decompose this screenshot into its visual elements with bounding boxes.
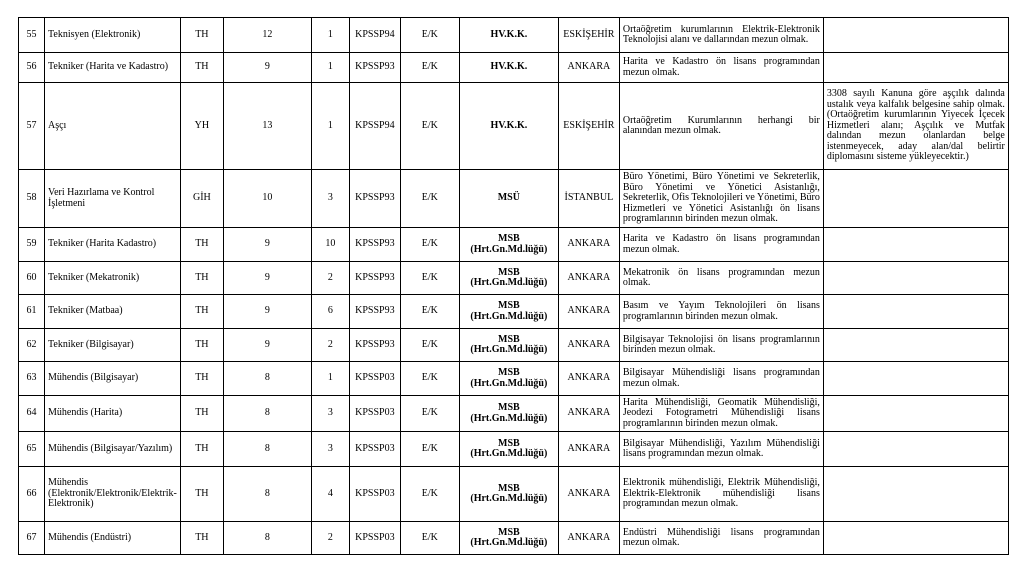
grade-cell: 10	[223, 170, 311, 228]
row-number-cell: 56	[19, 53, 45, 83]
table-row	[19, 83, 1009, 170]
position-count-cell: 3	[311, 396, 349, 432]
unit-cell: MSB (Hrt.Gn.Md.lüğü)	[459, 522, 558, 555]
qualification-cell: Bilgisayar Mühendisliği lisans programından mezun olmak.	[619, 362, 823, 396]
unit-cell: MSB (Hrt.Gn.Md.lüğü)	[459, 329, 558, 362]
row-number-cell: 59	[19, 228, 45, 262]
row-number-cell: 64	[19, 396, 45, 432]
table-row	[19, 170, 1009, 228]
grade-cell: 9	[223, 228, 311, 262]
city-cell: İSTANBUL	[558, 170, 619, 228]
class-group-cell: TH	[180, 228, 223, 262]
gender-cell: E/K	[400, 295, 459, 329]
position-title-cell: Tekniker (Harita Kadastro)	[45, 228, 181, 262]
table-row	[19, 262, 1009, 295]
city-cell: ANKARA	[558, 362, 619, 396]
position-title-cell: Tekniker (Harita ve Kadastro)	[45, 53, 181, 83]
city-cell: ANKARA	[558, 432, 619, 467]
position-count-cell: 1	[311, 362, 349, 396]
class-group-cell: TH	[180, 522, 223, 555]
position-count-cell: 1	[311, 18, 349, 53]
table-row	[19, 53, 1009, 83]
unit-cell: MSB (Hrt.Gn.Md.lüğü)	[459, 262, 558, 295]
gender-cell: E/K	[400, 396, 459, 432]
positions-table	[18, 17, 1009, 555]
table-row	[19, 362, 1009, 396]
class-group-cell: TH	[180, 432, 223, 467]
class-group-cell: TH	[180, 329, 223, 362]
table-row	[19, 18, 1009, 53]
table-row	[19, 467, 1009, 522]
city-cell: ANKARA	[558, 329, 619, 362]
position-title-cell: Mühendis (Endüstri)	[45, 522, 181, 555]
position-title-cell: Tekniker (Mekatronik)	[45, 262, 181, 295]
unit-cell: MSB (Hrt.Gn.Md.lüğü)	[459, 432, 558, 467]
gender-cell: E/K	[400, 53, 459, 83]
exam-score-type-cell: KPSSP94	[349, 83, 400, 170]
notes-cell	[823, 522, 1008, 555]
grade-cell: 12	[223, 18, 311, 53]
position-count-cell: 1	[311, 83, 349, 170]
row-number-cell: 61	[19, 295, 45, 329]
table-row	[19, 329, 1009, 362]
row-number-cell: 55	[19, 18, 45, 53]
notes-cell	[823, 295, 1008, 329]
notes-cell	[823, 170, 1008, 228]
unit-cell: HV.K.K.	[459, 83, 558, 170]
gender-cell: E/K	[400, 522, 459, 555]
qualification-cell: Endüstri Mühendisliği lisans programından mezun olmak.	[619, 522, 823, 555]
position-count-cell: 2	[311, 329, 349, 362]
gender-cell: E/K	[400, 228, 459, 262]
notes-cell	[823, 329, 1008, 362]
notes-cell	[823, 228, 1008, 262]
position-title-cell: Mühendis (Bilgisayar/Yazılım)	[45, 432, 181, 467]
position-title-cell: Tekniker (Bilgisayar)	[45, 329, 181, 362]
exam-score-type-cell: KPSSP93	[349, 295, 400, 329]
row-number-cell: 67	[19, 522, 45, 555]
city-cell: ANKARA	[558, 467, 619, 522]
grade-cell: 9	[223, 53, 311, 83]
exam-score-type-cell: KPSSP93	[349, 53, 400, 83]
position-count-cell: 3	[311, 432, 349, 467]
grade-cell: 8	[223, 432, 311, 467]
position-count-cell: 4	[311, 467, 349, 522]
unit-cell: MSB (Hrt.Gn.Md.lüğü)	[459, 295, 558, 329]
position-count-cell: 10	[311, 228, 349, 262]
exam-score-type-cell: KPSSP94	[349, 18, 400, 53]
city-cell: ESKİŞEHİR	[558, 83, 619, 170]
exam-score-type-cell: KPSSP93	[349, 262, 400, 295]
city-cell: ANKARA	[558, 295, 619, 329]
exam-score-type-cell: KPSSP03	[349, 396, 400, 432]
qualification-cell: Harita ve Kadastro ön lisans programından mezun olmak.	[619, 53, 823, 83]
exam-score-type-cell: KPSSP93	[349, 228, 400, 262]
grade-cell: 8	[223, 522, 311, 555]
gender-cell: E/K	[400, 262, 459, 295]
row-number-cell: 60	[19, 262, 45, 295]
row-number-cell: 65	[19, 432, 45, 467]
gender-cell: E/K	[400, 18, 459, 53]
grade-cell: 9	[223, 295, 311, 329]
notes-cell	[823, 53, 1008, 83]
notes-cell	[823, 396, 1008, 432]
exam-score-type-cell: KPSSP03	[349, 522, 400, 555]
position-title-cell: Mühendis (Bilgisayar)	[45, 362, 181, 396]
exam-score-type-cell: KPSSP93	[349, 170, 400, 228]
class-group-cell: TH	[180, 262, 223, 295]
unit-cell: MSB (Hrt.Gn.Md.lüğü)	[459, 467, 558, 522]
qualification-cell: Ortaöğretim Kurumlarının herhangi bir alanından mezun olmak.	[619, 83, 823, 170]
qualification-cell: Basım ve Yayım Teknolojileri ön lisans programlarının birinden mezun olmak.	[619, 295, 823, 329]
notes-cell	[823, 18, 1008, 53]
position-title-cell: Mühendis (Elektronik/Elektronik/Elektrik-Elektronik)	[45, 467, 181, 522]
class-group-cell: TH	[180, 362, 223, 396]
row-number-cell: 62	[19, 329, 45, 362]
notes-cell	[823, 467, 1008, 522]
grade-cell: 13	[223, 83, 311, 170]
position-title-cell: Mühendis (Harita)	[45, 396, 181, 432]
class-group-cell: TH	[180, 467, 223, 522]
qualification-cell: Ortaöğretim kurumlarının Elektrik-Elektronik Teknolojisi alanı ve dallarından mezun olmak.	[619, 18, 823, 53]
table-row	[19, 396, 1009, 432]
unit-cell: MSÜ	[459, 170, 558, 228]
class-group-cell: TH	[180, 295, 223, 329]
row-number-cell: 58	[19, 170, 45, 228]
class-group-cell: TH	[180, 53, 223, 83]
table-row	[19, 228, 1009, 262]
position-title-cell: Teknisyen (Elektronik)	[45, 18, 181, 53]
notes-cell	[823, 362, 1008, 396]
exam-score-type-cell: KPSSP03	[349, 362, 400, 396]
qualification-cell: Mekatronik ön lisans programından mezun olmak.	[619, 262, 823, 295]
unit-cell: MSB (Hrt.Gn.Md.lüğü)	[459, 362, 558, 396]
position-count-cell: 2	[311, 522, 349, 555]
notes-cell	[823, 432, 1008, 467]
notes-cell: 3308 sayılı Kanuna göre aşçılık dalında ustalık veya kalfalık belgesine sahip olmak. (Ortaöğretim kurumlarının Yiyecek İçecek Hizmetleri alanı; Aşçılık ve Mutfak dalından mezun olanlardan belge istenmeyecek, aday alan/dal belirtir diplomasını sisteme yükleyecektir.)	[823, 83, 1008, 170]
city-cell: ANKARA	[558, 522, 619, 555]
position-count-cell: 6	[311, 295, 349, 329]
row-number-cell: 63	[19, 362, 45, 396]
grade-cell: 9	[223, 329, 311, 362]
position-title-cell: Veri Hazırlama ve Kontrol İşletmeni	[45, 170, 181, 228]
position-count-cell: 3	[311, 170, 349, 228]
gender-cell: E/K	[400, 329, 459, 362]
position-title-cell: Tekniker (Matbaa)	[45, 295, 181, 329]
notes-cell	[823, 262, 1008, 295]
gender-cell: E/K	[400, 83, 459, 170]
position-count-cell: 1	[311, 53, 349, 83]
grade-cell: 8	[223, 467, 311, 522]
gender-cell: E/K	[400, 362, 459, 396]
unit-cell: MSB (Hrt.Gn.Md.lüğü)	[459, 396, 558, 432]
table-row	[19, 522, 1009, 555]
position-count-cell: 2	[311, 262, 349, 295]
qualification-cell: Bilgisayar Mühendisliği, Yazılım Mühendisliği lisans programından mezun olmak.	[619, 432, 823, 467]
exam-score-type-cell: KPSSP03	[349, 467, 400, 522]
city-cell: ANKARA	[558, 53, 619, 83]
gender-cell: E/K	[400, 467, 459, 522]
class-group-cell: TH	[180, 18, 223, 53]
unit-cell: HV.K.K.	[459, 53, 558, 83]
grade-cell: 9	[223, 262, 311, 295]
class-group-cell: TH	[180, 396, 223, 432]
grade-cell: 8	[223, 362, 311, 396]
gender-cell: E/K	[400, 432, 459, 467]
city-cell: ESKİŞEHİR	[558, 18, 619, 53]
city-cell: ANKARA	[558, 396, 619, 432]
city-cell: ANKARA	[558, 228, 619, 262]
class-group-cell: GİH	[180, 170, 223, 228]
qualification-cell: Büro Yönetimi, Büro Yönetimi ve Sekreterlik, Büro Yönetimi ve Yönetici Asistanlığı, Sekreterlik, Ofis Teknolojileri ve Yönetimi, Büro Hizmetleri ve Yönetici Asistanlığı ön lisans programlarının birinden mezun olmak.	[619, 170, 823, 228]
position-title-cell: Aşçı	[45, 83, 181, 170]
unit-cell: MSB (Hrt.Gn.Md.lüğü)	[459, 228, 558, 262]
unit-cell: HV.K.K.	[459, 18, 558, 53]
table-row	[19, 295, 1009, 329]
row-number-cell: 66	[19, 467, 45, 522]
qualification-cell: Harita Mühendisliği, Geomatik Mühendisliği, Jeodezi Fotogrametri Mühendisliği lisans programlarının birinden mezun olmak.	[619, 396, 823, 432]
city-cell: ANKARA	[558, 262, 619, 295]
gender-cell: E/K	[400, 170, 459, 228]
qualification-cell: Harita ve Kadastro ön lisans programından mezun olmak.	[619, 228, 823, 262]
class-group-cell: YH	[180, 83, 223, 170]
grade-cell: 8	[223, 396, 311, 432]
row-number-cell: 57	[19, 83, 45, 170]
qualification-cell: Elektronik mühendisliği, Elektrik Mühendisliği, Elektrik-Elektronik mühendisliği lisans programından mezun olmak.	[619, 467, 823, 522]
exam-score-type-cell: KPSSP93	[349, 329, 400, 362]
table-row	[19, 432, 1009, 467]
exam-score-type-cell: KPSSP03	[349, 432, 400, 467]
qualification-cell: Bilgisayar Teknolojisi ön lisans programlarının birinden mezun olmak.	[619, 329, 823, 362]
